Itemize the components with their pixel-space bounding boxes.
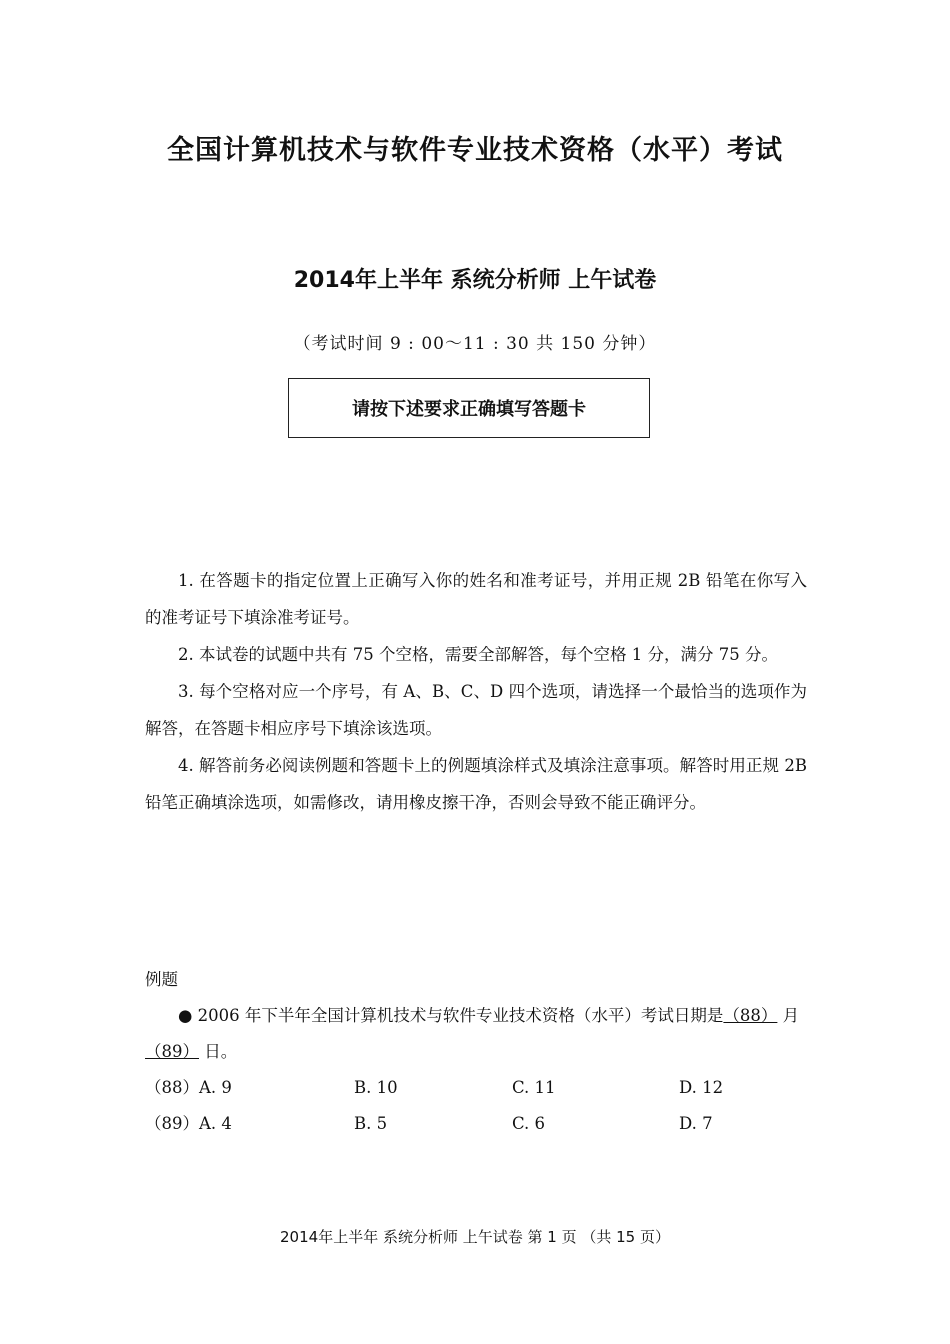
notice-text: 请按下述要求正确填写答题卡 <box>352 399 586 420</box>
example-section <box>145 962 807 1142</box>
option-row-89 <box>145 1106 807 1142</box>
option-d: D. 12 <box>679 1078 724 1097</box>
page-footer: 2014年上半年 系统分析师 上午试卷 第 1 页 （共 15 页） <box>280 1228 670 1246</box>
exam-time: （考试时间 9 : 00～11 : 30 共 150 分钟） <box>293 334 657 354</box>
notice-box <box>288 378 650 438</box>
instruction-item: 3. 每个空格对应一个序号，有 A、B、C、D 四个选项，请选择一个最恰当的选项作为解答，在答题卡相应序号下填涂该选项。 <box>145 682 807 738</box>
option-c: C. 11 <box>512 1078 556 1097</box>
option-a: （88）A. 9 <box>145 1078 232 1097</box>
option-d: D. 7 <box>679 1114 713 1133</box>
main-title: 全国计算机技术与软件专业技术资格（水平）考试 <box>167 135 783 166</box>
instruction-item: 4. 解答前务必阅读例题和答题卡上的例题填涂样式及填涂注意事项。解答时用正规 2B 铅笔正确填涂选项，如需修改，请用橡皮擦干净，否则会导致不能正确评分。 <box>145 756 807 812</box>
blank-89: （89） <box>145 1042 199 1061</box>
question-text: 日。 <box>199 1042 238 1061</box>
option-a: （89）A. 4 <box>145 1114 232 1133</box>
example-label: 例题 <box>145 970 178 989</box>
example-question <box>145 998 807 1070</box>
question-text: ● 2006 年下半年全国计算机技术与软件专业技术资格（水平）考试日期是 <box>178 1006 724 1025</box>
blank-88: （88） <box>723 1006 778 1025</box>
option-b: B. 10 <box>354 1078 398 1097</box>
exam-subtitle: 2014年上半年 系统分析师 上午试卷 <box>293 268 657 293</box>
option-row-88 <box>145 1070 807 1106</box>
instructions <box>145 562 807 821</box>
option-b: B. 5 <box>354 1114 388 1133</box>
question-text: 月 <box>777 1006 800 1025</box>
instruction-item: 2. 本试卷的试题中共有 75 个空格，需要全部解答，每个空格 1 分，满分 75 分。 <box>178 645 778 664</box>
instruction-item: 1. 在答题卡的指定位置上正确写入你的姓名和准考证号，并用正规 2B 铅笔在你写入的准考证号下填涂准考证号。 <box>145 571 807 627</box>
option-c: C. 6 <box>512 1114 546 1133</box>
